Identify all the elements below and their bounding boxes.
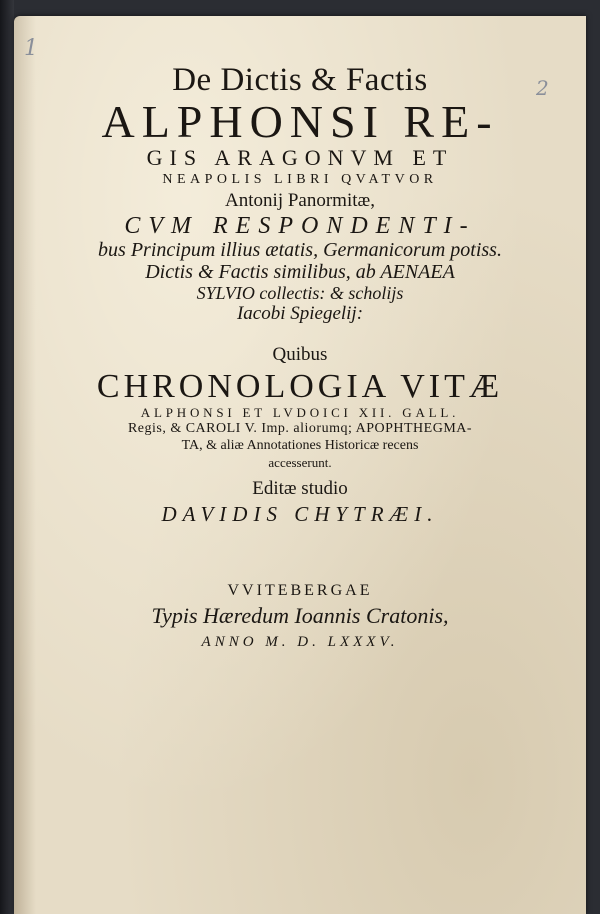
title-line-iacobi: Iacobi Spiegelij: (236, 303, 364, 324)
imprint-printer: Typis Hæredum Ioannis Cratonis, (151, 603, 449, 628)
title-line-cum-respondenti: CVM RESPONDENTI- (124, 213, 476, 239)
imprint-year: ANNO M. D. LXXXV. (201, 634, 399, 650)
margin-mark-right: 2 (536, 76, 549, 100)
title-line-aragonum: GIS ARAGONVM ET (146, 145, 454, 170)
title-line-quibus: Quibus (272, 344, 328, 365)
title-line-annotationes: TA, & aliæ Annotationes Historicæ recens (181, 438, 419, 453)
imprint-place: VVITEBERGAE (227, 582, 373, 599)
title-line-alphonsi: ALPHONSI RE- (101, 96, 499, 147)
title-line-dictis-factis: Dictis & Factis similibus, ab AENAEA (145, 261, 455, 283)
title-page-text (14, 40, 586, 650)
title-line-principum: bus Principum illius ætatis, Germanicorum potiss. (98, 239, 502, 261)
title-line-de-dictis: De Dictis & Factis (172, 62, 428, 98)
title-line-neapolis: NEAPOLIS LIBRI QVATVOR (162, 172, 438, 187)
book-spine-shadow (0, 0, 14, 914)
title-line-accesserunt: accesserunt. (268, 455, 332, 470)
title-line-davidis: DAVIDIS CHYTRÆI. (161, 502, 439, 526)
title-line-regis-caroli: Regis, & CAROLI V. Imp. aliorumq; APOPHTHEGMA- (127, 421, 473, 436)
title-line-antonij: Antonij Panormitæ, (225, 190, 375, 211)
title-line-sylvio: SYLVIO collectis: & scholijs (196, 283, 404, 303)
title-line-chronologia: CHRONOLOGIA VITÆ (96, 368, 504, 405)
title-line-alphonsi-ludoici: ALPHONSI ET LVDOICI XII. GALL. (140, 405, 460, 420)
title-line-editae-studio: Editæ studio (252, 478, 348, 499)
margin-mark-left: 1 (24, 36, 38, 61)
